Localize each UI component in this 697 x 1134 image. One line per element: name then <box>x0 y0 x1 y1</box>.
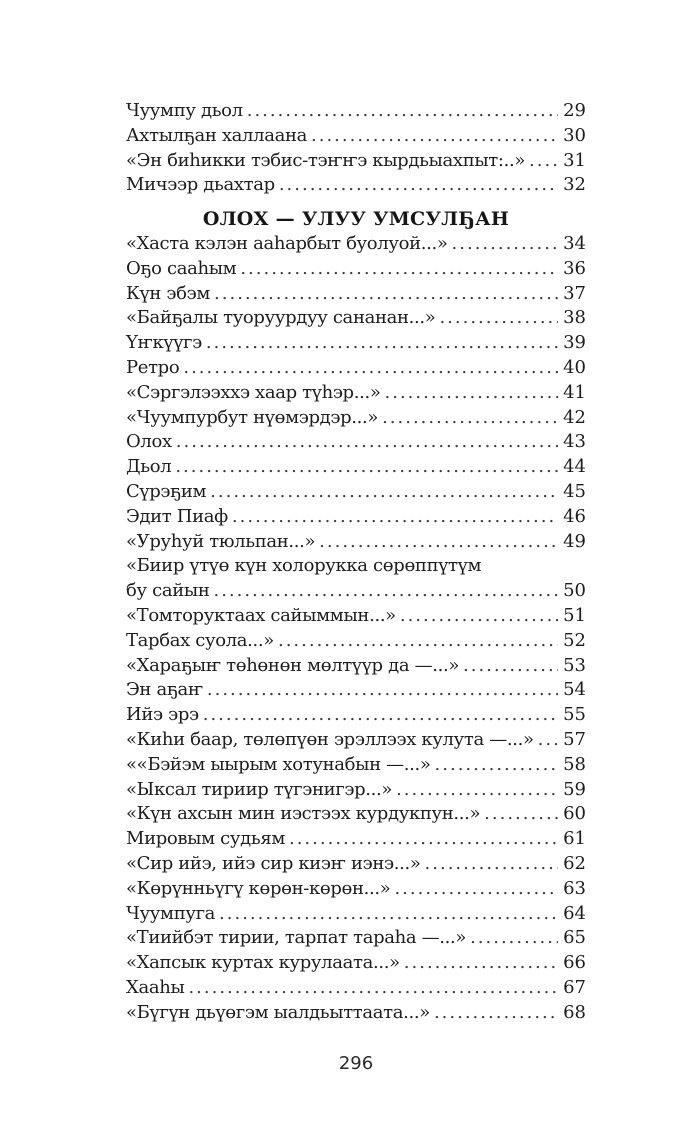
entry-row <box>126 505 586 530</box>
entry-page-number: 46 <box>563 505 586 527</box>
entry-page-number: 32 <box>563 174 586 196</box>
entry-row <box>126 356 586 381</box>
entry-row <box>126 703 586 728</box>
entry-row <box>126 381 586 406</box>
toc-entry <box>126 951 586 976</box>
entry-page-number: 38 <box>563 307 586 329</box>
entry-title: Үҥкүүгэ <box>126 332 202 354</box>
entry-title: «Сэргэлээххэ хаар түһэр...» <box>126 381 381 403</box>
dot-leader <box>183 356 558 381</box>
entry-row <box>126 951 586 976</box>
entry-row <box>126 678 586 703</box>
toc-entry <box>126 173 586 198</box>
entry-page-number: 59 <box>563 778 586 800</box>
entry-row <box>126 480 586 505</box>
entry-page-number: 36 <box>563 257 586 279</box>
entry-title: «Эн биһикки тэбис-тэҥҥэ кырдьыахпыт:..» <box>126 149 526 171</box>
entry-row <box>126 753 586 778</box>
entry-page-number: 37 <box>563 282 586 304</box>
entry-page-number: 51 <box>563 604 586 626</box>
toc-entry <box>126 282 586 307</box>
entry-row <box>126 1001 586 1026</box>
dot-leader <box>232 505 558 530</box>
entry-row <box>126 902 586 927</box>
dot-leader <box>319 530 558 555</box>
entry-title: «Чуумпурбут нүөмэрдэр...» <box>126 406 379 428</box>
toc-entry <box>126 149 586 174</box>
dot-leader <box>176 430 558 455</box>
entry-row <box>126 802 586 827</box>
dot-leader <box>311 124 558 149</box>
entry-page-number: 68 <box>563 1001 586 1023</box>
entry-page-number: 52 <box>563 629 586 651</box>
toc-entry <box>126 1001 586 1026</box>
entry-page-number: 49 <box>563 530 586 552</box>
toc-entry <box>126 406 586 431</box>
dot-leader <box>463 654 558 679</box>
entry-page-number: 65 <box>563 927 586 949</box>
entry-title: «Ыксал тириир түгэнигэр...» <box>126 778 393 800</box>
dot-leader <box>435 753 559 778</box>
entry-title: Эдит Пиаф <box>126 505 228 527</box>
entry-title: бу сайын <box>126 580 210 602</box>
toc-entry <box>126 852 586 877</box>
entry-page-number: 42 <box>563 406 586 428</box>
dot-leader <box>289 827 558 852</box>
dot-leader <box>278 629 558 654</box>
toc-entry <box>126 331 586 356</box>
toc-entry <box>126 802 586 827</box>
entry-title: Оҕо сааһым <box>126 257 237 279</box>
entry-title: Тарбах суола...» <box>126 629 274 651</box>
entry-row <box>126 257 586 282</box>
entry-row <box>126 149 586 174</box>
toc-entry <box>126 778 586 803</box>
entry-row <box>126 173 586 198</box>
entry-title: Чуумпу дьол <box>126 100 243 121</box>
toc-entry <box>126 455 586 480</box>
entry-page-number: 34 <box>563 232 586 254</box>
dot-leader <box>247 99 558 124</box>
entry-row <box>126 306 586 331</box>
entry-page-number: 58 <box>563 753 586 775</box>
dot-leader <box>240 257 558 282</box>
entry-title: Мичээр дьахтар <box>126 174 275 196</box>
toc-entry <box>126 99 586 124</box>
dot-leader <box>439 306 558 331</box>
entry-title: Хааһы <box>126 976 185 998</box>
entry-title: «Байҕалы туоруурдуу сананан...» <box>126 307 436 329</box>
entry-row <box>126 604 586 629</box>
entry-page-number: 64 <box>563 902 586 924</box>
entry-page-number: 55 <box>563 704 586 726</box>
toc-entry <box>126 728 586 753</box>
toc-entry <box>126 902 586 927</box>
entry-row <box>126 455 586 480</box>
entry-title: Чуумпуга <box>126 902 216 924</box>
entry-page-number: 63 <box>563 877 586 899</box>
entry-page-number: 30 <box>563 124 586 146</box>
toc-entry <box>126 827 586 852</box>
toc-entry <box>126 381 586 406</box>
dot-leader <box>207 678 558 703</box>
dot-leader <box>484 802 558 827</box>
toc-entry <box>126 306 586 331</box>
toc-entry <box>126 604 586 629</box>
entry-row <box>126 877 586 902</box>
dot-leader <box>279 173 558 198</box>
entry-row <box>126 232 586 257</box>
page-number: 296 <box>338 1053 374 1075</box>
entry-title: Мировым судьям <box>126 828 285 850</box>
entry-row <box>126 654 586 679</box>
toc-entry <box>126 926 586 951</box>
entry-title: «Хапсык куртах курулаата...» <box>126 952 400 974</box>
toc-entry <box>126 356 586 381</box>
entry-title: «Сир ийэ, ийэ сир киэҥ иэнэ...» <box>126 852 421 874</box>
entry-row <box>126 976 586 1001</box>
entry-row <box>126 282 586 307</box>
dot-leader <box>382 406 558 431</box>
toc-entry <box>126 430 586 455</box>
dot-leader <box>213 579 558 604</box>
toc-entry <box>126 480 586 505</box>
dot-leader <box>175 455 558 480</box>
entry-title: Сүрэҕим <box>126 480 207 502</box>
dot-leader <box>394 877 558 902</box>
entry-page-number: 43 <box>563 431 586 453</box>
dot-leader <box>538 728 558 753</box>
entry-page-number: 50 <box>563 580 586 602</box>
entry-page-number: 60 <box>563 803 586 825</box>
entry-title: ««Бэйэм ыырым хотунабын —...» <box>126 753 431 775</box>
entry-row <box>126 331 586 356</box>
dot-leader <box>470 926 558 951</box>
entry-title: Олох <box>126 431 172 453</box>
entry-row <box>126 852 586 877</box>
entry-row <box>126 926 586 951</box>
toc-entry <box>126 654 586 679</box>
entry-page-number: 41 <box>563 381 586 403</box>
dot-leader <box>396 778 558 803</box>
entry-row <box>126 728 586 753</box>
entry-page-number: 54 <box>563 679 586 701</box>
entry-title: «Томторуктаах сайыммын...» <box>126 604 396 626</box>
entry-row <box>126 530 586 555</box>
toc-entry <box>126 124 586 149</box>
entry-row <box>126 406 586 431</box>
entry-page-number: 44 <box>563 456 586 478</box>
entry-title: «Көрүнньүгү көрөн-көрөн...» <box>126 877 391 899</box>
dot-leader <box>425 852 559 877</box>
toc-entry <box>126 877 586 902</box>
dot-leader <box>206 331 558 356</box>
entry-page-number: 39 <box>563 332 586 354</box>
toc-entry <box>126 530 586 555</box>
entry-page-number: 66 <box>563 952 586 974</box>
dot-leader <box>400 604 558 629</box>
toc-entry <box>126 257 586 282</box>
entry-row <box>126 99 586 124</box>
entry-row <box>126 778 586 803</box>
entry-title: Ийэ эрэ <box>126 704 199 726</box>
toc-entry <box>126 232 586 257</box>
entry-title: «Тиийбэт тирии, тарпат тараһа —...» <box>126 927 467 949</box>
entry-title: «Бүгүн дьүөгэм ыалдьыттаата...» <box>126 1001 430 1023</box>
dot-leader <box>434 1001 558 1026</box>
entry-page-number: 62 <box>563 852 586 874</box>
entry-row <box>126 579 586 604</box>
entry-title: Ретро <box>126 356 180 378</box>
entry-title: Эн аҕаҥ <box>126 679 203 701</box>
entry-page-number: 29 <box>563 100 586 121</box>
entry-title: Ахтылҕан халлаана <box>126 124 307 146</box>
entry-title-line1: «Биир үтүө күн холорукка сөрөппүтүм <box>126 555 482 577</box>
entry-title: «Хаста кэлэн ааһарбыт буолуой...» <box>126 232 448 254</box>
entry-page-number: 57 <box>563 728 586 750</box>
dot-leader <box>404 951 558 976</box>
entry-page-number: 45 <box>563 480 586 502</box>
entry-page-number: 53 <box>563 654 586 676</box>
dot-leader <box>210 480 558 505</box>
entry-page-number: 61 <box>563 828 586 850</box>
toc-entry <box>126 505 586 530</box>
toc-entry <box>126 976 586 1001</box>
dot-leader <box>385 381 559 406</box>
toc-entry <box>126 753 586 778</box>
entry-title: Дьол <box>126 456 172 478</box>
entry-title: «Киһи баар, төлөпүөн эрэллээх кулута —...» <box>126 728 534 750</box>
toc-entry <box>126 678 586 703</box>
entry-title: Күн эбэм <box>126 282 211 304</box>
dot-leader <box>529 149 558 174</box>
dot-leader <box>452 232 559 257</box>
entry-title: «Күн ахсын мин иэстээх курдукпун...» <box>126 803 481 825</box>
toc-entry <box>126 629 586 654</box>
entry-row <box>126 430 586 455</box>
entry-title: «Уруһуй тюльпан...» <box>126 530 316 552</box>
toc-entry <box>126 703 586 728</box>
dot-leader <box>203 703 558 728</box>
entry-page-number: 40 <box>563 356 586 378</box>
entry-row <box>126 124 586 149</box>
entry-page-number: 67 <box>563 976 586 998</box>
dot-leader <box>219 902 558 927</box>
dot-leader <box>188 976 558 1001</box>
entry-page-number: 31 <box>563 149 586 171</box>
section-heading: ОЛОХ — УЛУУ УМСУЛҔАН <box>202 208 510 231</box>
dot-leader <box>214 282 558 307</box>
entry-row <box>126 827 586 852</box>
toc-entry <box>126 554 586 604</box>
entry-title: «Хараҕыҥ төһөнөн мөлтүүр да —...» <box>126 654 459 676</box>
entry-row <box>126 629 586 654</box>
